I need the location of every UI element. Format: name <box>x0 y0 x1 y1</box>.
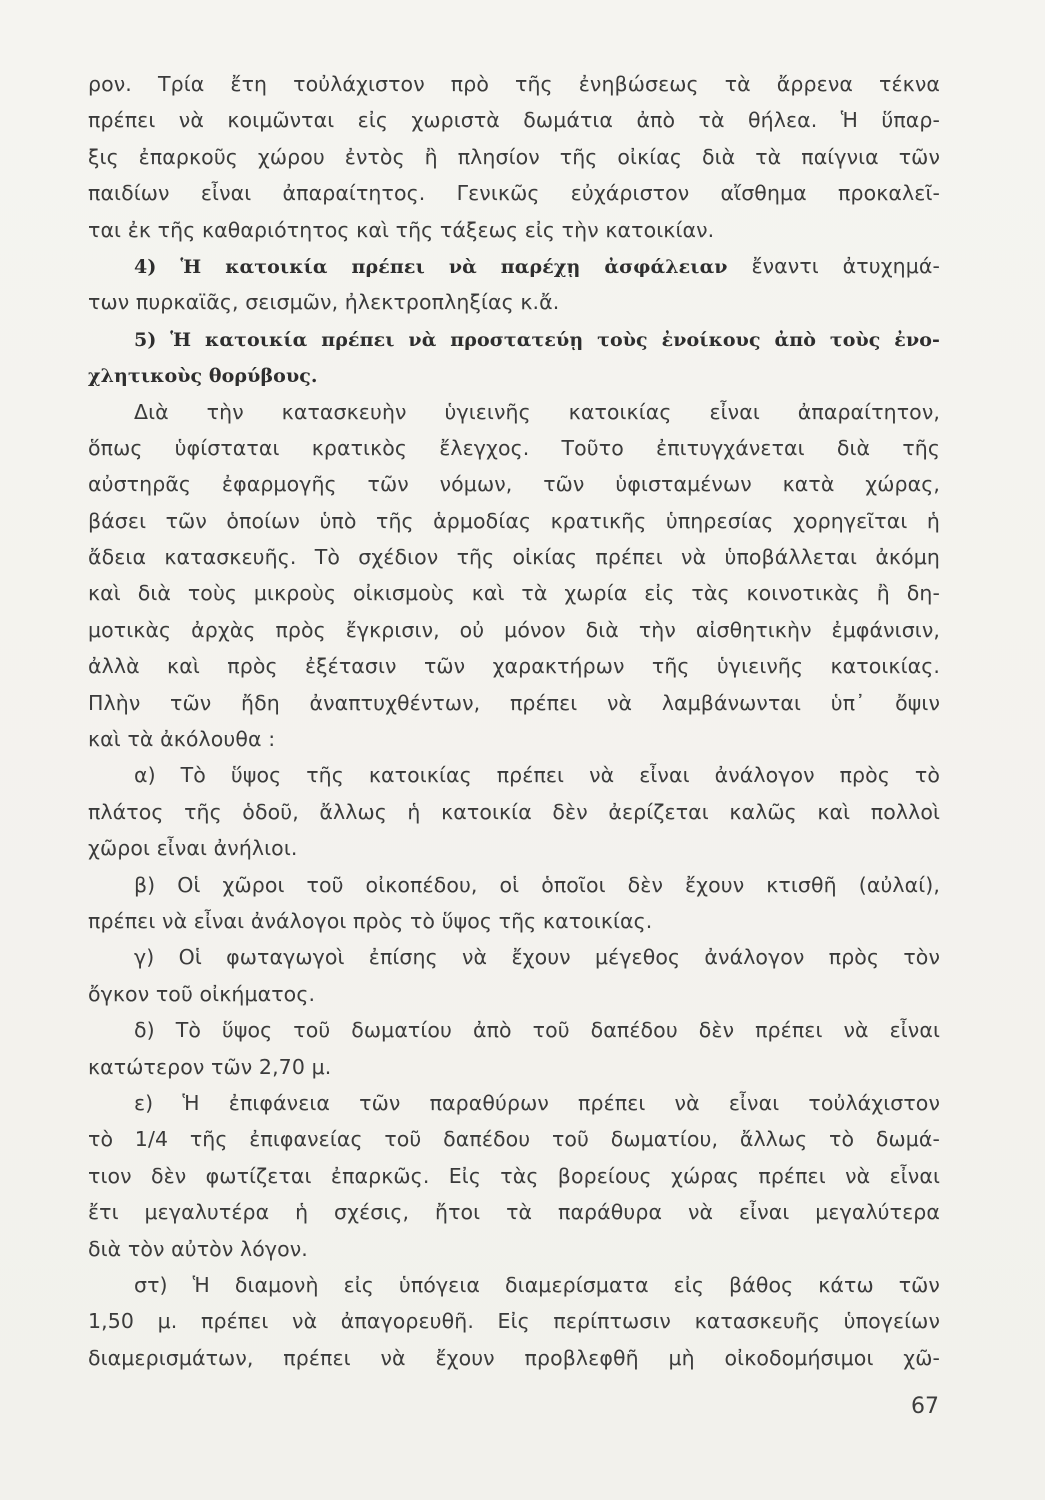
body-text <box>88 66 940 1376</box>
line-text: ξις ἐπαρκοῦς χώρου ἐντὸς ἢ πλησίον τῆς οἰκίας διὰ τὰ παίγνια τῶν <box>88 144 940 169</box>
line-text: διαμερισμάτων, πρέπει νὰ ἔχουν προβλεφθῆ μὴ οἰκοδομήσιμοι χῶ- <box>88 1345 940 1370</box>
line-text: βάσει τῶν ὁποίων ὑπὸ τῆς ἁρμοδίας κρατικῆς ὑπηρεσίας χορηγεῖται ἡ <box>88 508 940 533</box>
text-line <box>88 248 940 284</box>
line-text: ὄγκον τοῦ οἰκήματος. <box>88 981 316 1006</box>
line-text: κατώτερον τῶν 2,70 μ. <box>88 1054 332 1079</box>
text-line <box>88 794 940 830</box>
text-line <box>88 139 940 175</box>
text-line <box>88 1049 940 1085</box>
line-text: ται ἐκ τῆς καθαριότητος καὶ τῆς τάξεως εἰς τὴν κατοικίαν. <box>88 217 715 242</box>
text-line <box>88 394 940 430</box>
text-line <box>88 357 940 393</box>
line-text: ρον. Τρία ἔτη τοὐλάχιστον πρὸ τῆς ἐνηβώσεως τὰ ἄρρενα τέκνα <box>88 72 940 96</box>
text-line <box>88 321 940 357</box>
text-line <box>88 575 940 611</box>
text-line <box>88 939 940 975</box>
line-text: 1,50 μ. πρέπει νὰ ἀπαγορευθῆ. Εἰς περίπτωσιν κατασκευῆς ὑπογείων <box>88 1309 940 1334</box>
text-line <box>88 1194 940 1230</box>
line-text: πλάτος τῆς ὁδοῦ, ἄλλως ἡ κατοικία δὲν ἀερίζεται καλῶς καὶ πολλοὶ <box>88 799 940 824</box>
line-text: διὰ τὸν αὐτὸν λόγον. <box>88 1236 308 1261</box>
text-line <box>88 1012 940 1048</box>
line-text: ἔναντι ἀτυχημά- <box>727 253 940 278</box>
text-line <box>88 903 940 939</box>
line-text: χῶροι εἶναι ἀνήλιοι. <box>88 836 298 861</box>
text-line <box>88 1085 940 1121</box>
text-line <box>88 867 940 903</box>
line-text: τιον δὲν φωτίζεται ἐπαρκῶς. Εἰς τὰς βορείους χώρας πρέπει νὰ εἶναι <box>88 1163 940 1188</box>
line-text: ἄδεια κατασκευῆς. Τὸ σχέδιον τῆς οἰκίας πρέπει νὰ ὑποβάλλεται ἀκόμη <box>88 545 940 570</box>
line-text: ἔτι μεγαλυτέρα ἡ σχέσις, ἤτοι τὰ παράθυρα νὰ εἶναι μεγαλύτερα <box>88 1200 940 1225</box>
text-line <box>88 1121 940 1157</box>
text-line <box>88 612 940 648</box>
text-line <box>88 66 940 102</box>
text-line <box>88 1340 940 1376</box>
text-line <box>88 1158 940 1194</box>
text-line <box>88 648 940 684</box>
bold-heading-text: 5) Ἡ κατοικία πρέπει νὰ προστατεύῃ τοὺς ἐνοίκους ἀπὸ τοὺς ἐνο- <box>134 328 940 351</box>
line-text: Πλὴν τῶν ἤδη ἀναπτυχθέντων, πρέπει νὰ λαμβάνωνται ὑπ᾽ ὄψιν <box>88 690 940 715</box>
line-text: αὐστηρᾶς ἐφαρμογῆς τῶν νόμων, τῶν ὑφισταμένων κατὰ χώρας, <box>88 472 940 497</box>
text-line <box>88 430 940 466</box>
line-text: δ) Τὸ ὕψος τοῦ δωματίου ἀπὸ τοῦ δαπέδου δὲν πρέπει νὰ εἶναι <box>134 1018 940 1043</box>
text-line <box>88 102 940 138</box>
line-text: ὅπως ὑφίσταται κρατικὸς ἔλεγχος. Τοῦτο ἐπιτυγχάνεται διὰ τῆς <box>88 435 940 460</box>
text-line <box>88 685 940 721</box>
page-number: 67 <box>911 1394 939 1419</box>
text-line <box>88 1267 940 1303</box>
line-text: καὶ τὰ ἀκόλουθα : <box>88 727 276 752</box>
text-line <box>88 212 940 248</box>
line-text: των πυρκαϊᾶς, σεισμῶν, ἠλεκτροπληξίας κ.ἄ. <box>88 290 560 315</box>
line-text: πρέπει νὰ κοιμῶνται εἰς χωριστὰ δωμάτια ἀπὸ τὰ θήλεα. Ἡ ὕπαρ- <box>88 108 940 133</box>
text-line <box>88 284 940 320</box>
bold-heading-text: χλητικοὺς θορύβους. <box>88 365 318 388</box>
line-text: ἀλλὰ καὶ πρὸς ἐξέτασιν τῶν χαρακτήρων τῆς ὑγιεινῆς κατοικίας. <box>88 654 940 679</box>
text-line <box>88 976 940 1012</box>
line-text: μοτικὰς ἀρχὰς πρὸς ἔγκρισιν, οὐ μόνον διὰ τὴν αἰσθητικὴν ἐμφάνισιν, <box>88 617 940 642</box>
text-line <box>88 757 940 793</box>
text-line <box>88 1303 940 1339</box>
line-text: παιδίων εἶναι ἀπαραίτητος. Γενικῶς εὐχάριστον αἴσθημα προκαλεῖ- <box>88 181 940 206</box>
text-line <box>88 175 940 211</box>
line-text: γ) Οἱ φωταγωγοὶ ἐπίσης νὰ ἔχουν μέγεθος ἀνάλογον πρὸς τὸν <box>134 945 940 970</box>
line-text: β) Οἱ χῶροι τοῦ οἰκοπέδου, οἱ ὁποῖοι δὲν ἔχουν κτισθῆ (αὐλαί), <box>134 872 940 897</box>
text-line <box>88 1231 940 1267</box>
line-text: τὸ 1/4 τῆς ἐπιφανείας τοῦ δαπέδου τοῦ δωματίου, ἄλλως τὸ δωμά- <box>88 1127 940 1152</box>
line-text: πρέπει νὰ εἶναι ἀνάλογοι πρὸς τὸ ὕψος τῆς κατοικίας. <box>88 908 653 933</box>
text-line <box>88 466 940 502</box>
line-text: α) Τὸ ὕψος τῆς κατοικίας πρέπει νὰ εἶναι ἀνάλογον πρὸς τὸ <box>134 763 940 788</box>
bold-heading-text: 4) Ἡ κατοικία πρέπει νὰ παρέχῃ ἀσφάλειαν <box>134 255 728 278</box>
line-text: Διὰ τὴν κατασκευὴν ὑγιεινῆς κατοικίας εἶναι ἀπαραίτητον, <box>134 399 940 424</box>
text-line <box>88 830 940 866</box>
text-line <box>88 539 940 575</box>
line-text: καὶ διὰ τοὺς μικροὺς οἰκισμοὺς καὶ τὰ χωρία εἰς τὰς κοινοτικὰς ἢ δη- <box>88 581 940 606</box>
text-line <box>88 503 940 539</box>
line-text: ε) Ἡ ἐπιφάνεια τῶν παραθύρων πρέπει νὰ εἶναι τοὐλάχιστον <box>134 1090 940 1115</box>
text-line <box>88 721 940 757</box>
line-text: στ) Ἡ διαμονὴ εἰς ὑπόγεια διαμερίσματα εἰς βάθος κάτω τῶν <box>134 1272 940 1297</box>
